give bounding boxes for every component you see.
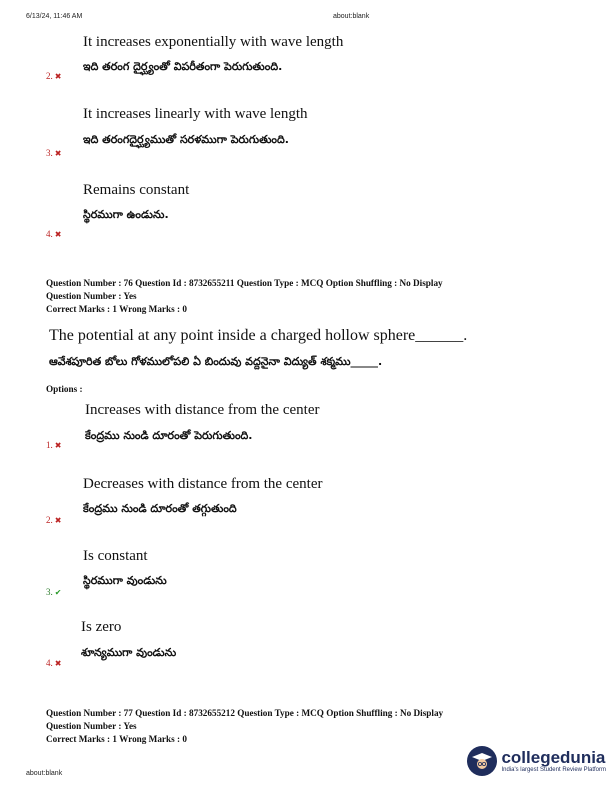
correct-check-icon: ✔ [54,588,62,597]
q76-option-4-text-te: శూన్యముగా వుండును [81,646,177,659]
q76-option-4-number: 4. ✖ [46,658,62,668]
q76-option-2-text-te: కేంద్రము నుండి దూరంతో తగ్గుతుంది [83,502,237,515]
q77-meta-line3: Correct Marks : 1 Wrong Marks : 0 [46,734,187,744]
q76-meta [46,277,443,316]
collegedunia-logo [467,746,606,776]
prev-option-3-text-te: ఇది తరంగదైర్ఘ్యముతో సరళముగా పెరుగుతుంది. [83,133,289,146]
q76-option-4-text-en: Is zero [81,619,122,635]
q76-option-1-text-en: Increases with distance from the center [85,402,320,418]
prev-option-3-text-en: It increases linearly with wave length [83,106,308,122]
print-footer-url: about:blank [26,770,63,777]
q76-meta-line1: Question Number : 76 Question Id : 8732655211 Question Type : MCQ Option Shuffling : No Display [46,278,443,288]
q77-meta [46,707,443,746]
prev-option-2-text-te: ఇది తరంగ దైర్ఘ్యంతో విపరీతంగా పెరుగుతుంది. [83,60,283,73]
wrong-mark-icon: ✖ [54,441,62,450]
print-datetime: 6/13/24, 11:46 AM [26,13,83,20]
q76-option-2-text-en: Decreases with distance from the center [83,476,323,492]
q76-meta-line2: Question Number : Yes [46,291,137,301]
prev-option-4-number: 4. ✖ [46,229,62,239]
graduate-avatar-icon [467,746,497,776]
q76-meta-line3: Correct Marks : 1 Wrong Marks : 0 [46,304,187,314]
wrong-mark-icon: ✖ [54,149,62,158]
q76-options-label: Options : [46,384,83,394]
prev-option-3-number: 3. ✖ [46,148,62,158]
prev-option-4-text-te: స్థిరముగా ఉండును. [83,208,169,221]
wrong-mark-icon: ✖ [54,659,62,668]
q76-option-3-text-te: స్థిరముగా వుండును [83,574,167,587]
q76-option-1-number: 1. ✖ [46,440,62,450]
q76-option-3-text-en: Is constant [83,548,148,564]
q77-meta-line1: Question Number : 77 Question Id : 8732655212 Question Type : MCQ Option Shuffling : No Display [46,708,444,718]
print-page-title: about:blank [333,13,370,20]
prev-option-4-text-en: Remains constant [83,182,190,198]
prev-option-2-number: 2. ✖ [46,71,62,81]
q76-question-en: The potential at any point inside a charged hollow sphere______. [49,327,468,344]
wrong-mark-icon: ✖ [54,516,62,525]
q76-option-2-number: 2. ✖ [46,515,62,525]
q76-option-3-number: 3. ✔ [46,587,62,597]
logo-name: collegedunia [501,748,606,767]
logo-tagline: India's largest Student Review Platform [501,767,606,773]
prev-option-2-text-en: It increases exponentially with wave length [83,34,344,50]
q77-meta-line2: Question Number : Yes [46,721,137,731]
wrong-mark-icon: ✖ [54,230,62,239]
q76-option-1-text-te: కేంద్రము నుండి దూరంతో పెరుగుతుంది. [85,429,253,442]
wrong-mark-icon: ✖ [54,72,62,81]
q76-question-te: ఆవేశపూరిత బోలు గోళములోపలి ఏ బిందువు వద్దనైనా విద్యుత్ శక్మము_____. [49,355,383,368]
